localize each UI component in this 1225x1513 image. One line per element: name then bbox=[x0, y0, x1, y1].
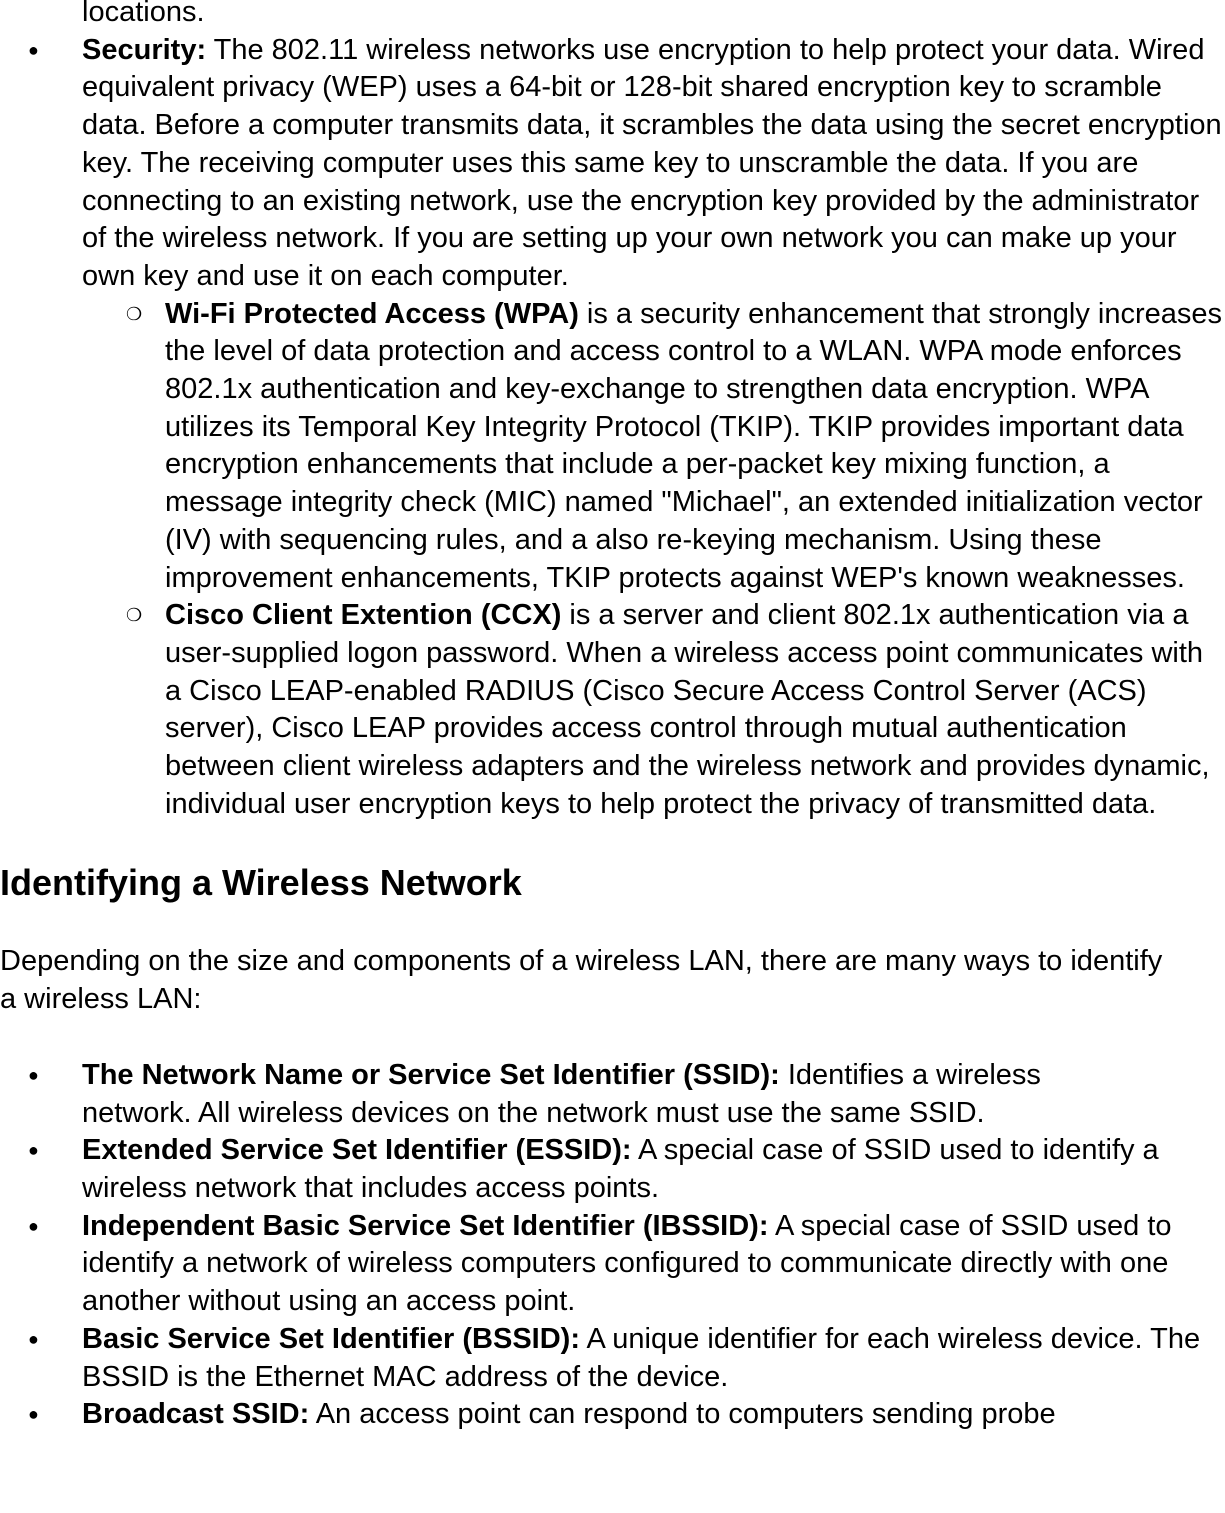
sub-item-wpa bbox=[0, 296, 1225, 598]
sub-item-text bbox=[165, 597, 1225, 823]
list-item-body: A unique identifier for each wireless device. The BSSID is the Ethernet MAC address of the device. bbox=[82, 1322, 1201, 1393]
list-item-text bbox=[82, 1057, 1145, 1132]
intro-tail: locations. bbox=[82, 0, 205, 28]
list-item-label: Independent Basic Service Set Identifier (IBSSID): bbox=[82, 1209, 769, 1242]
list-item-label: Extended Service Set Identifier (ESSID): bbox=[82, 1134, 632, 1167]
list-item-body: The 802.11 wireless networks use encryption to help protect your data. Wired equivalent privacy (WEP) uses a 64-bit or 128-bit shared encryption key to scramble data. Before a computer transmits data, it scrambles the data using the secret encryption key. The receiving computer uses this same key to unscramble the data. If you are connecting to an existing network, use the encryption key provided by the administrator of the wireless network. If you are setting up your own network you can make up your own key and use it on each computer. bbox=[82, 33, 1222, 292]
list-item-text bbox=[82, 1396, 1225, 1434]
list-item-body: Identifies a wireless network. All wireless devices on the network must use the same SSID. bbox=[82, 1058, 1041, 1129]
list-item-label: The Network Name or Service Set Identifier (SSID): bbox=[82, 1058, 780, 1091]
list-item-broadcast-ssid bbox=[0, 1396, 1225, 1434]
bullet-disc-icon: ● bbox=[28, 39, 39, 60]
list-item-text bbox=[82, 1321, 1225, 1396]
list-item-text bbox=[82, 32, 1225, 296]
list-item-body: An access point can respond to computers sending probe bbox=[309, 1398, 1056, 1431]
sub-item-text bbox=[165, 296, 1225, 598]
sub-item-body: is a server and client 802.1x authentication via a user-supplied logon password. When a wireless access point communicates with a Cisco LEAP-enabled RADIUS (Cisco Secure Access Control Server (ACS) server), Cisco LEAP provides access control through mutual authentication between client wireless adapters and the wireless network and provides dynamic, individual user encryption keys to help protect the privacy of transmitted data. bbox=[165, 599, 1210, 820]
list-item-bssid bbox=[0, 1321, 1225, 1396]
list-item-essid bbox=[0, 1132, 1225, 1207]
list-item-label: Security: bbox=[82, 33, 207, 66]
bullet-disc-icon: ● bbox=[28, 1404, 39, 1425]
spacer bbox=[0, 823, 1225, 861]
list-item-text bbox=[82, 1208, 1225, 1321]
bullet-disc-icon: ● bbox=[28, 1328, 39, 1349]
list-item-ssid bbox=[0, 1057, 1225, 1132]
section-intro: Depending on the size and components of a wireless LAN, there are many ways to identify a wireless LAN: bbox=[0, 945, 1163, 1016]
bullet-disc-icon: ● bbox=[28, 1215, 39, 1236]
list-item-label: Basic Service Set Identifier (BSSID): bbox=[82, 1322, 580, 1355]
list-item-label: Broadcast SSID: bbox=[82, 1398, 310, 1431]
sub-item-ccx bbox=[0, 597, 1225, 823]
list-item-body: A special case of SSID used to identify a wireless network that includes access points. bbox=[82, 1134, 1159, 1204]
bullet-disc-icon: ● bbox=[28, 1064, 39, 1085]
bullet-circle-icon: ❍ bbox=[126, 303, 143, 324]
list-item-security bbox=[0, 32, 1225, 296]
list-item-ibssid bbox=[0, 1208, 1225, 1321]
list-item-text bbox=[82, 1132, 1225, 1207]
section-heading: Identifying a Wireless Network bbox=[0, 862, 522, 904]
spacer bbox=[0, 1019, 1225, 1057]
list-item-body: A special case of SSID used to identify a network of wireless computers configured to communicate directly with one another without using an access point. bbox=[82, 1209, 1172, 1318]
sub-item-label: Wi-Fi Protected Access (WPA) bbox=[165, 297, 579, 330]
bullet-circle-icon: ❍ bbox=[126, 605, 143, 626]
bullet-disc-icon: ● bbox=[28, 1140, 39, 1161]
sub-item-label: Cisco Client Extention (CCX) bbox=[165, 599, 562, 632]
spacer bbox=[0, 905, 1225, 943]
sub-item-body: is a security enhancement that strongly increases the level of data protection and access control to a WLAN. WPA mode enforces 802.1x authentication and key-exchange to strengthen data encryption. WPA utilizes its Temporal Key Integrity Protocol (TKIP). TKIP provides important data encryption enhancements that include a per-packet key mixing function, a message integrity check (MIC) named "Michael", an extended initialization vector (IV) with sequencing rules, and a also re-keying mechanism. Using these improvement enhancements, TKIP protects against WEP's known weaknesses. bbox=[165, 297, 1223, 594]
